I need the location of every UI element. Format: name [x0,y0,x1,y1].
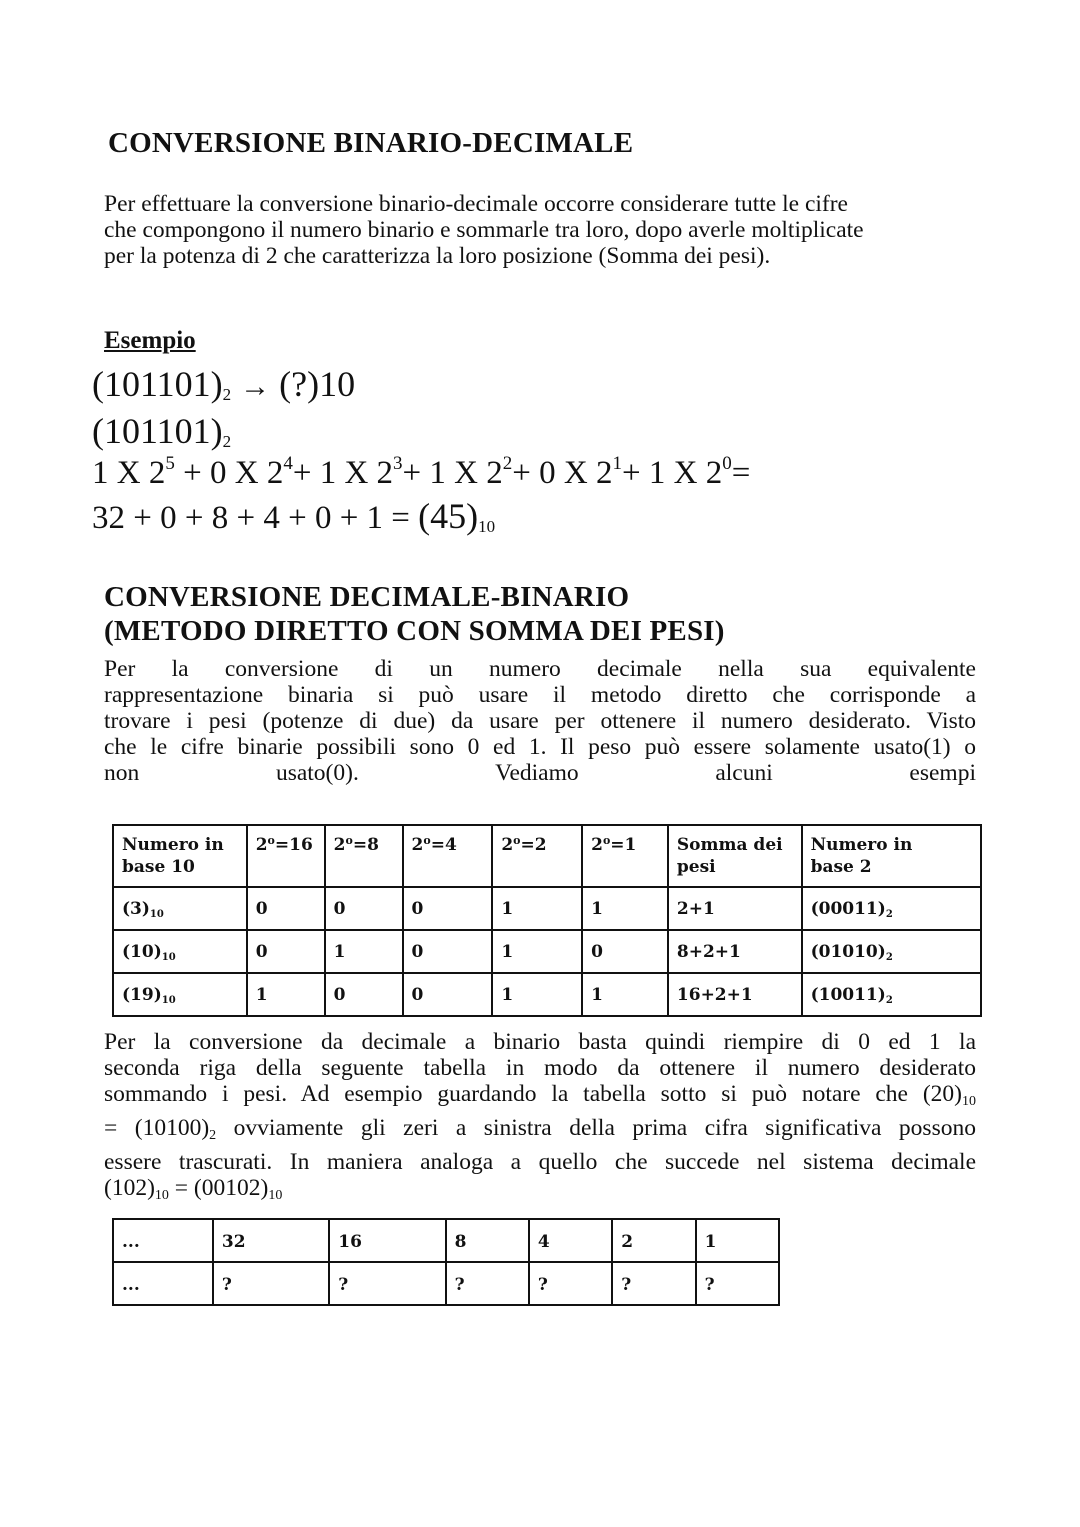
bit-cell: 0 [325,887,403,930]
decimal-cell: $(3)_{10}$ [113,887,247,930]
weight-cell: 16 [329,1219,445,1262]
term: 1 X $2^2+$ [429,453,531,491]
bit-cell: 0 [325,973,403,1016]
paragraph-line: sommando i pesi. Ad esempio guardando la tabella sotto si può notare che $(20)_{10}$ [104,1081,976,1109]
paragraph-line: essere trascurati. In maniera analoga a quello che succede nel sistema decimale [104,1149,976,1175]
binary-number: (101101) [92,364,223,404]
binary-number: (101101) [92,411,223,451]
example-line-3-expansion [92,451,750,495]
weights-fill-table [112,1218,780,1306]
header-cell: $2^o=4$ [403,825,493,887]
table-row [113,930,981,973]
sum-cell: 16+2+1 [668,973,802,1016]
header-cell: $2^o=2$ [492,825,582,887]
decimal-cell: $(19)_{10}$ [113,973,247,1016]
binary-cell: $(00011)_2$ [802,887,981,930]
bit-cell: 0 [403,973,493,1016]
term: 0 X $2^1+$ [539,453,641,491]
header-cell: Numero in base 2 [802,825,981,887]
bit-cell: 0 [247,930,325,973]
paragraph-line: $(102)_{10} = (00102)_{10}$ [104,1175,283,1203]
section1-paragraph [104,191,976,269]
term: 1 X $2^3+$ [319,453,422,491]
sum-cell: 2+1 [668,887,802,930]
paragraph-line: che le cifre binarie possibili sono 0 ed 1. Il peso può essere solamente usato(1) o [104,734,976,760]
bit-cell: 1 [492,887,582,930]
bit-cell: ? [529,1262,612,1305]
weight-cell: 1 [696,1219,779,1262]
header-cell: Numero in base 10 [113,825,247,887]
paragraph-line: Per la conversione da decimale a binario basta quindi riempire di 0 ed 1 la [104,1029,976,1055]
binary-cell: $(01010)_2$ [802,930,981,973]
paragraph-line: Per effettuare la conversione binario-decimale occorre considerare tutte le cifre [104,191,848,217]
section2-paragraph [104,656,976,786]
bit-cell: ? [446,1262,529,1305]
paragraph-3 [104,1029,976,1209]
paragraph-line: che compongono il numero binario e sommarle tra loro, dopo averle moltiplicate [104,217,864,243]
bit-cell: ... [113,1262,213,1305]
term: 1 X $2^5$ + [92,453,202,491]
paragraph-line: trovare i pesi (potenze di due) da usare per ottenere il numero desiderato. Visto [104,708,976,734]
bit-cell: 0 [247,887,325,930]
paragraph-line: Per la conversione di un numero decimale nella sua equivalente [104,656,976,682]
paragraph-line: rappresentazione binaria si può usare il metodo diretto che corrisponde a [104,682,976,708]
bit-cell: 0 [403,930,493,973]
weight-cell: ... [113,1219,213,1262]
title-line: (METODO DIRETTO CON SOMMA DEI PESI) [104,615,725,647]
bit-cell: 1 [492,930,582,973]
section-title-decimal-to-binary [104,580,725,648]
bit-cell: 1 [325,930,403,973]
example-line-4-sum [92,494,495,549]
weight-cell: 2 [612,1219,695,1262]
conversion-examples-table [112,824,982,1017]
sum-expression: 32 + 0 + 8 + 4 + 0 + 1 = [92,500,419,536]
arrow-icon: → [240,370,271,403]
table-header-row [113,825,981,887]
term: 0 X $2^4+$ [209,453,312,491]
bit-cell: 1 [582,887,668,930]
paragraph-line: = $(10100)_2$ ovviamente gli zeri a sinistra della prima cifra significativa possono [104,1115,976,1143]
decimal-cell: $(10)_{10}$ [113,930,247,973]
bit-cell: 1 [492,973,582,1016]
weight-cell: 4 [529,1219,612,1262]
weight-cell: 32 [213,1219,329,1262]
example-label: Esempio [104,327,196,354]
section-title-binary-to-decimal: CONVERSIONE BINARIO-DECIMALE [108,127,634,159]
bit-cell: ? [329,1262,445,1305]
title-line: CONVERSIONE DECIMALE-BINARIO [104,581,630,613]
bit-cell: 0 [403,887,493,930]
term: 1 X $2^0=$ [648,453,751,491]
paragraph-line: non usato(0). Vediamo alcuni esempi [104,760,976,786]
bit-cell: ? [696,1262,779,1305]
table-row [113,887,981,930]
binary-cell: $(10011)_2$ [802,973,981,1016]
table-row [113,973,981,1016]
bit-cell: ? [213,1262,329,1305]
header-cell: Somma dei pesi [668,825,802,887]
decimal-result: (45) [418,496,479,536]
weight-cell: 8 [446,1219,529,1262]
base-subscript: 2 [222,432,232,451]
paragraph-line: per la potenza di 2 che caratterizza la loro posizione (Somma dei pesi). [104,243,771,269]
base-subscript: 2 [222,385,232,404]
bit-cell: 1 [247,973,325,1016]
decimal-result: (?)10 [279,364,356,404]
header-cell: $2^o=8$ [325,825,403,887]
bits-row [113,1262,779,1305]
bit-cell: 1 [582,973,668,1016]
base-subscript: 10 [478,517,496,536]
bit-cell: ? [612,1262,695,1305]
header-cell: $2^o=1$ [582,825,668,887]
bit-cell: 0 [582,930,668,973]
sum-cell: 8+2+1 [668,930,802,973]
paragraph-line: seconda riga della seguente tabella in modo da ottenere il numero desiderato [104,1055,976,1081]
header-cell: $2^o=16$ [247,825,325,887]
weights-row [113,1219,779,1262]
